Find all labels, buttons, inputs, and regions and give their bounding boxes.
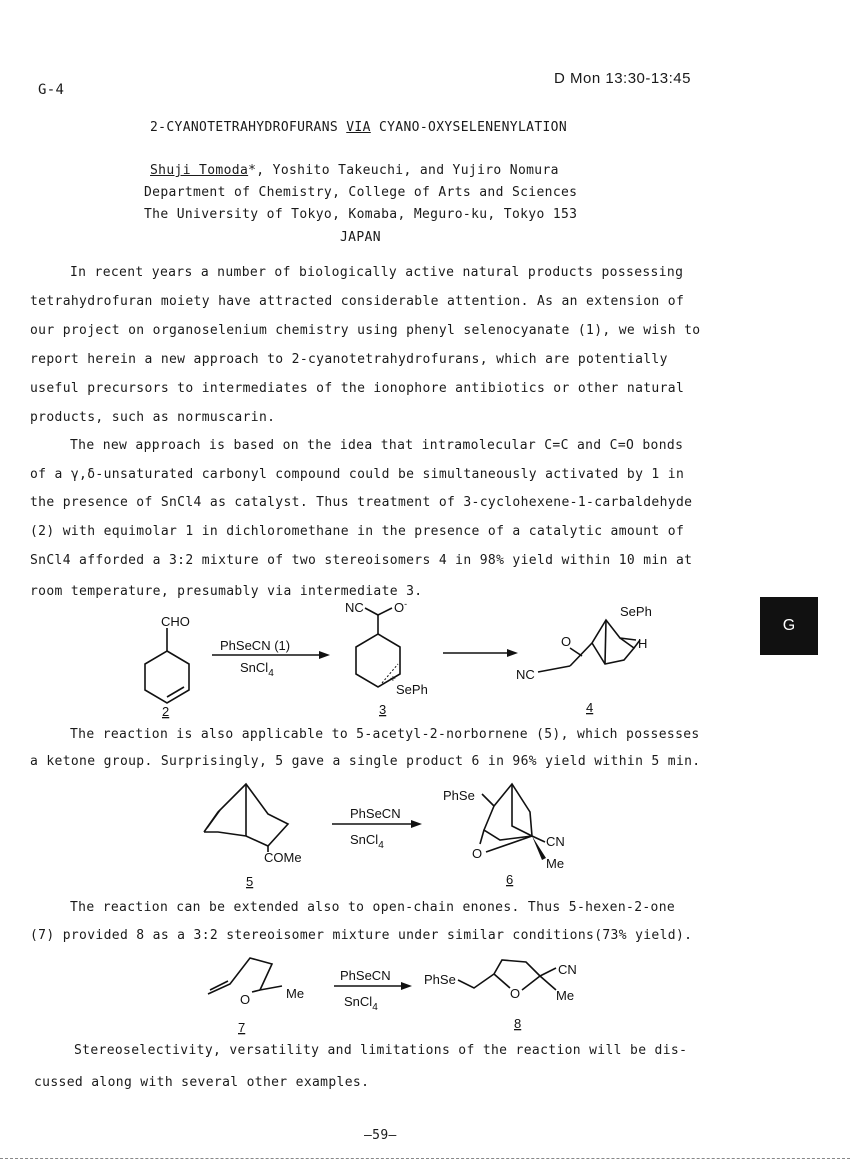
reagent-label: PhSeCN (1) — [220, 638, 291, 653]
compound-5-structure — [204, 784, 302, 865]
text-line: of a γ,δ-unsaturated carbonyl compound could be simultaneously activated by 1 in — [30, 467, 685, 482]
seph-label: SePh — [396, 682, 428, 697]
text-line: the presence of SnCl4 as catalyst. Thus treatment of 3-cyclohexene-1-carbaldehyde — [30, 495, 693, 510]
bottom-rule — [0, 1158, 850, 1160]
reaction-arrow-2 — [443, 649, 518, 657]
reaction-arrow-1 — [212, 638, 330, 679]
reagent-label: PhSeCN — [350, 806, 401, 821]
nc-label: NC — [345, 600, 364, 615]
cn-label: CN — [546, 834, 565, 849]
text-line: a ketone group. Surprisingly, 5 gave a single product 6 in 96% yield within 5 min. — [30, 754, 701, 769]
compound-number-6: 6 — [506, 872, 514, 887]
compound-6-structure — [443, 784, 565, 871]
scheme-2 — [190, 774, 610, 892]
compound-number-7: 7 — [238, 1020, 246, 1035]
text-line: tetrahydrofuran moiety have attracted considerable attention. As an extension of — [30, 294, 685, 309]
catalyst-label: SnCl$_4$ — [344, 994, 378, 1013]
compound-2-structure — [145, 614, 190, 703]
reagent-label: PhSeCN — [340, 968, 391, 983]
o-label: O — [561, 634, 572, 649]
department: Department of Chemistry, College of Arts and Sciences — [144, 185, 578, 200]
nc-product-label: NC — [516, 667, 535, 682]
paper-title: 2-CYANOTETRAHYDROFURANS VIA CYANO-OXYSELENENYLATION — [150, 120, 568, 135]
text-line: cussed along with several other examples. — [34, 1075, 370, 1090]
me2-label: Me — [556, 988, 575, 1003]
text-line: The reaction is also applicable to 5-acetyl-2-norbornene (5), which possesses — [70, 727, 700, 742]
first-author: Shuji Tomoda — [150, 163, 249, 178]
come-label: COMe — [264, 850, 302, 865]
author-line: Shuji Tomoda*, Yoshito Takeuchi, and Yujiro Nomura — [150, 163, 559, 178]
page-number: —59— — [364, 1128, 397, 1143]
text-line: our project on organoselenium chemistry using phenyl selenocyanate (1), we wish to — [30, 323, 701, 338]
reaction-arrow-4 — [334, 968, 412, 1013]
compound-4-structure — [516, 604, 652, 682]
compound-number-2: 2 — [162, 704, 170, 719]
svg-text:+: + — [390, 674, 396, 685]
text-line: SnCl4 afforded a 3:2 mixture of two stereoisomers 4 in 98% yield within 10 min at — [30, 553, 693, 568]
catalyst-label: SnCl$_4$ — [240, 660, 274, 679]
text-line: (7) provided 8 as a 3:2 stereoisomer mixture under similar conditions(73% yield). — [30, 928, 693, 943]
me-label: Me — [546, 856, 565, 871]
catalyst-label: SnCl$_4$ — [350, 832, 384, 851]
text-line: useful precursors to intermediates of the ionophore antibiotics or other natural — [30, 381, 685, 396]
me-label: Me — [286, 986, 305, 1001]
reaction-arrow-3 — [332, 806, 422, 851]
h-label: H — [638, 636, 648, 651]
cn-label: CN — [558, 962, 577, 977]
compound-number-8: 8 — [514, 1016, 522, 1031]
compound-7-structure — [208, 958, 304, 1007]
session-code: G-4 — [38, 82, 65, 98]
ring-o-label: O — [510, 986, 521, 1001]
compound-3-structure — [345, 599, 428, 697]
compound-8-structure — [424, 960, 577, 1003]
text-line: (2) with equimolar 1 in dichloromethane in the presence of a catalytic amount of — [30, 524, 685, 539]
compound-number-3: 3 — [379, 702, 387, 717]
o-minus-label: O- — [394, 599, 408, 615]
compound-number-5: 5 — [246, 874, 254, 889]
scheme-1 — [100, 598, 700, 720]
country: JAPAN — [340, 230, 381, 245]
phse-label: PhSe — [443, 788, 475, 803]
text-line: Stereoselectivity, versatility and limitations of the reaction will be dis- — [74, 1043, 688, 1058]
text-line: The reaction can be extended also to open-chain enones. Thus 5-hexen-2-one — [70, 900, 676, 915]
o-label: O — [472, 846, 483, 861]
compound-number-4: 4 — [586, 700, 594, 715]
text-line: products, such as normuscarin. — [30, 410, 276, 425]
text-line: report herein a new approach to 2-cyanotetrahydrofurans, which are potentially — [30, 352, 668, 367]
text-line: The new approach is based on the idea that intramolecular C=C and C=O bonds — [70, 438, 684, 453]
scheme-3 — [200, 948, 600, 1036]
cho-label: CHO — [161, 614, 190, 629]
session-time: D Mon 13:30-13:45 — [554, 70, 691, 87]
phse-label: PhSe — [424, 972, 456, 987]
section-tab: G — [760, 597, 818, 655]
product-seph-label: SePh — [620, 604, 652, 619]
university: The University of Tokyo, Komaba, Meguro-ku, Tokyo 153 — [144, 207, 578, 222]
text-line: room temperature, presumably via intermediate 3. — [30, 584, 423, 599]
text-line: In recent years a number of biologically active natural products possessing — [70, 265, 684, 280]
o-label: O — [240, 992, 251, 1007]
